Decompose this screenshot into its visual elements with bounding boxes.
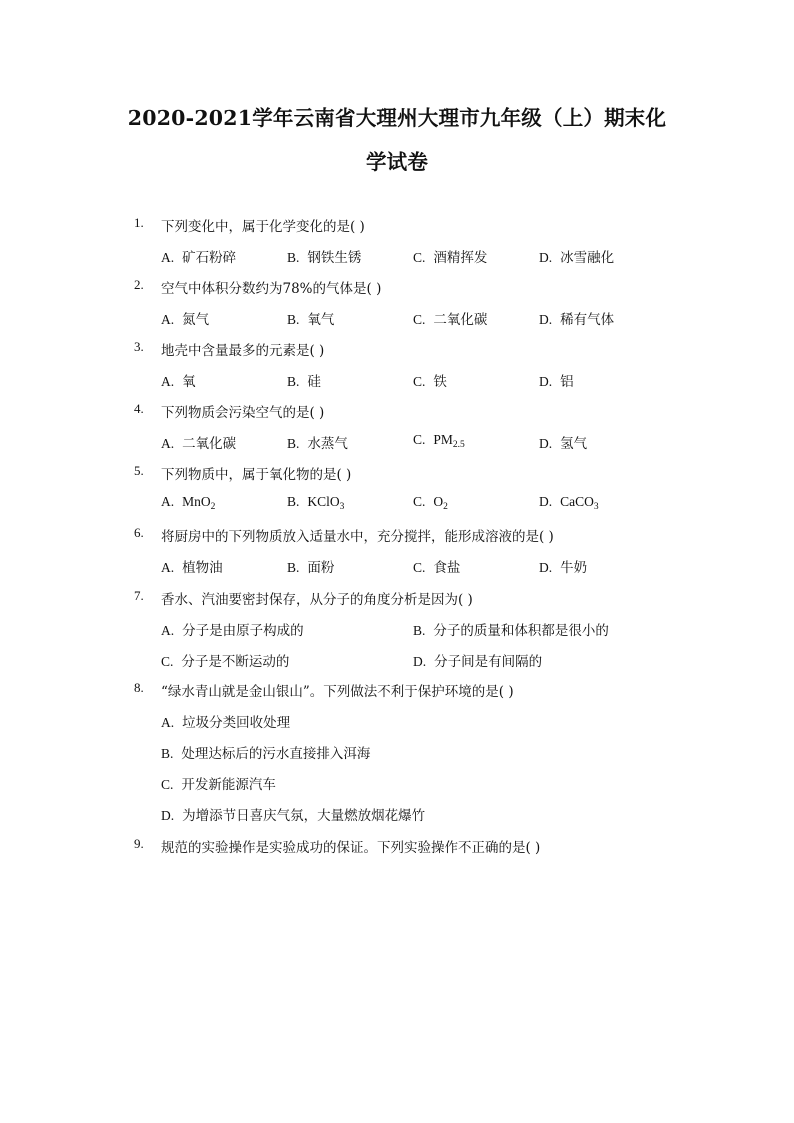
question-8 <box>0 680 794 711</box>
option-a <box>161 494 215 512</box>
option-text: 水蒸气 <box>307 436 348 452</box>
question-stem: 香水、汽油要密封保存，从分子的角度分析是因为( ) <box>161 592 473 608</box>
option-text: 矿石粉碎 <box>182 250 237 266</box>
option-d <box>539 494 599 512</box>
option-label: D. <box>539 374 553 389</box>
option-text: 冰雪融化 <box>560 250 615 266</box>
option-c <box>413 432 465 450</box>
option-c <box>413 494 448 512</box>
option-text: 开发新能源汽车 <box>181 777 276 793</box>
question-number: 5. <box>134 463 144 478</box>
option-label: C. <box>413 374 426 389</box>
option-d <box>539 370 574 390</box>
option-text: 二氧化碳 <box>182 436 237 452</box>
option-subscript: 2 <box>210 502 216 512</box>
option-b <box>287 556 334 576</box>
option-label: B. <box>287 494 300 509</box>
option-a <box>161 246 236 266</box>
option-text: 分子是不断运动的 <box>181 654 290 670</box>
option-b <box>287 308 334 328</box>
option-d <box>539 556 587 576</box>
option-label: D. <box>539 250 553 265</box>
option-label: A. <box>161 436 175 451</box>
option-c <box>413 556 460 576</box>
option-label: B. <box>287 560 300 575</box>
option-label: C. <box>413 494 426 509</box>
option-label: A. <box>161 312 175 327</box>
question-2 <box>0 277 794 308</box>
option-label: D. <box>413 654 427 669</box>
option-text: 面粉 <box>307 560 335 576</box>
option-label: C. <box>413 312 426 327</box>
option-label: D. <box>539 494 553 509</box>
option-text: 氮气 <box>182 312 210 328</box>
question-7 <box>0 588 794 619</box>
option-text: 氢气 <box>560 436 588 452</box>
question-number: 6. <box>134 525 144 540</box>
question-9 <box>0 836 794 867</box>
option-subscript: 2 <box>443 502 448 512</box>
question-stem: 下列变化中，属于化学变化的是( ) <box>161 219 365 235</box>
question-stem: 下列物质会污染空气的是( ) <box>161 405 325 421</box>
option-label: B. <box>161 746 174 761</box>
option-text: PM <box>433 432 453 447</box>
option-label: B. <box>287 436 300 451</box>
option-d <box>539 308 614 328</box>
option-text: 酒精挥发 <box>433 250 488 266</box>
option-a <box>161 432 236 452</box>
question-number: 3. <box>134 339 144 354</box>
option-label: C. <box>161 777 174 792</box>
question-6 <box>0 525 794 556</box>
option-text: 铝 <box>560 374 574 390</box>
option-b <box>287 370 321 390</box>
option-c <box>161 773 276 793</box>
option-text: 钢铁生锈 <box>307 250 362 266</box>
option-text: MnO <box>182 494 211 509</box>
option-text: 铁 <box>433 374 447 390</box>
option-label: D. <box>161 808 175 823</box>
option-label: D. <box>539 560 553 575</box>
option-b <box>161 742 370 762</box>
title-line-1: 2020-2021学年云南省大理州大理市九年级（上）期末化 <box>127 106 667 130</box>
option-label: B. <box>287 312 300 327</box>
option-text: O <box>433 494 444 509</box>
question-stem: 将厨房中的下列物质放入适量水中，充分搅拌，能形成溶液的是( ) <box>161 529 554 545</box>
option-c <box>413 246 487 266</box>
question-stem: 空气中体积分数约为78%的气体是( ) <box>161 281 382 297</box>
option-text: 分子是由原子构成的 <box>182 623 304 639</box>
option-label: D. <box>539 436 553 451</box>
option-text: 垃圾分类回收处理 <box>182 715 291 731</box>
question-4 <box>0 401 794 432</box>
question-number: 7. <box>134 588 144 603</box>
option-b <box>287 494 344 512</box>
question-number: 2. <box>134 277 144 292</box>
option-label: B. <box>413 623 426 638</box>
option-a <box>161 619 304 639</box>
question-stem: “绿水青山就是金山银山”。下列做法不利于保护环境的是( ) <box>161 684 514 700</box>
option-label: A. <box>161 623 175 638</box>
option-c <box>161 650 289 670</box>
option-a <box>161 308 209 328</box>
option-text: 植物油 <box>182 560 223 576</box>
option-label: C. <box>413 432 426 447</box>
question-stem: 下列物质中，属于氧化物的是( ) <box>161 467 352 483</box>
option-text: 氧气 <box>307 312 335 328</box>
option-label: B. <box>287 374 300 389</box>
option-text: CaCO <box>560 494 594 509</box>
option-label: A. <box>161 374 175 389</box>
title-line-2: 学试卷 <box>365 150 429 174</box>
option-label: A. <box>161 250 175 265</box>
option-label: C. <box>413 250 426 265</box>
option-label: B. <box>287 250 300 265</box>
question-3 <box>0 339 794 370</box>
option-text: 二氧化碳 <box>433 312 488 328</box>
option-b <box>287 246 361 266</box>
option-label: A. <box>161 494 175 509</box>
option-text: 氧 <box>182 374 196 390</box>
option-text: 分子的质量和体积都是很小的 <box>433 623 609 639</box>
question-stem: 地壳中含量最多的元素是( ) <box>161 343 325 359</box>
option-text: 稀有气体 <box>560 312 615 328</box>
option-d <box>413 650 542 670</box>
option-label: D. <box>539 312 553 327</box>
question-1 <box>0 215 794 246</box>
option-text: 食盐 <box>433 560 461 576</box>
option-text: 分子间是有间隔的 <box>434 654 543 670</box>
option-text: 处理达标后的污水直接排入洱海 <box>181 746 371 762</box>
option-label: C. <box>413 560 426 575</box>
option-b <box>413 619 609 639</box>
option-label: C. <box>161 654 174 669</box>
exam-title <box>80 96 714 184</box>
option-label: A. <box>161 560 175 575</box>
option-text: 硅 <box>307 374 321 390</box>
question-number: 4. <box>134 401 144 416</box>
option-subscript: 2.5 <box>452 440 465 450</box>
question-number: 8. <box>134 680 144 695</box>
option-subscript: 3 <box>339 502 345 512</box>
option-label: A. <box>161 715 175 730</box>
question-number: 9. <box>134 836 144 851</box>
option-text: 为增添节日喜庆气氛，大量燃放烟花爆竹 <box>182 808 426 824</box>
option-d <box>539 432 587 452</box>
option-a <box>161 556 223 576</box>
option-c <box>413 370 447 390</box>
option-a <box>161 370 196 390</box>
option-b <box>287 432 348 452</box>
question-number: 1. <box>134 215 144 230</box>
option-c <box>413 308 487 328</box>
option-a <box>161 711 290 731</box>
question-stem: 规范的实验操作是实验成功的保证。下列实验操作不正确的是( ) <box>161 840 541 856</box>
option-d <box>539 246 614 266</box>
option-subscript: 3 <box>593 502 599 512</box>
option-text: 牛奶 <box>560 560 588 576</box>
option-text: KClO <box>307 494 340 509</box>
option-d <box>161 804 425 824</box>
question-5 <box>0 463 794 494</box>
